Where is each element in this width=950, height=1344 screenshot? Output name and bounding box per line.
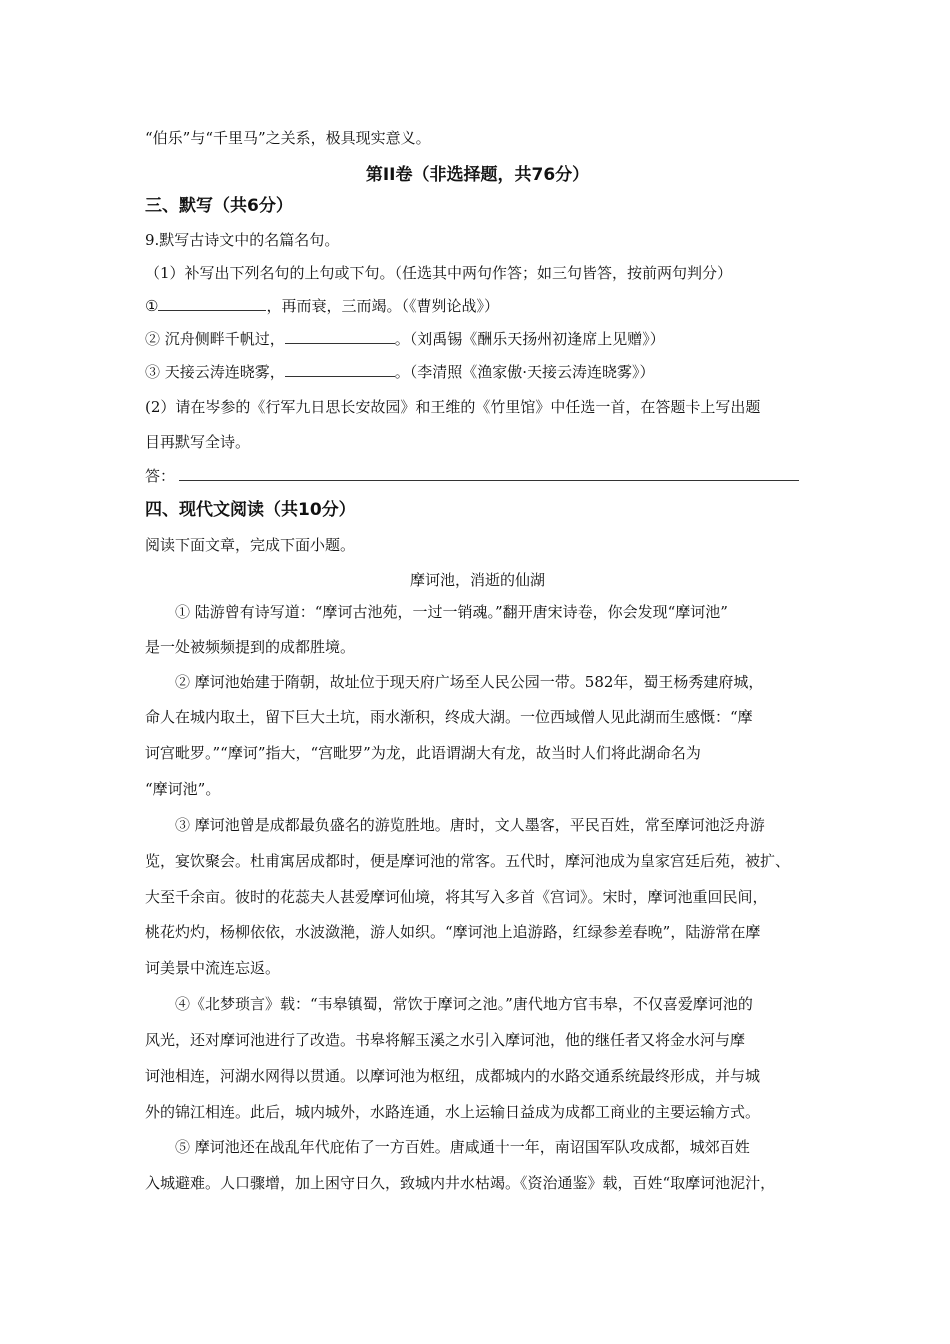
answer-line[interactable]: [179, 466, 799, 481]
fill-blank-1[interactable]: [158, 296, 266, 311]
paragraph-3-line: 大至千余亩。彼时的花蕊夫人甚爱摩诃仙境，将其写入多首《宫词》。宋时，摩诃池重回民间，: [145, 888, 768, 906]
fill-item-1: [145, 296, 499, 316]
fill-item-3-prefix: ③ 天接云涛连晓雾，: [145, 363, 285, 381]
intro-line: “伯乐”与“千里马”之关系，极具现实意义。: [145, 129, 431, 147]
fill-blank-2[interactable]: [285, 329, 395, 344]
sub-question-2-line-1: (2）请在岑参的《行军九日思长安故园》和王维的《竹里馆》中任选一首，在答题卡上写出题: [145, 398, 761, 416]
paragraph-3-line: 诃美景中流连忘返。: [145, 959, 281, 977]
paragraph-2-line: 命人在城内取土，留下巨大土坑，雨水渐积，终成大湖。一位西域僧人见此湖而生感慨：“摩: [145, 708, 753, 726]
article-title: 摩诃池，消逝的仙湖: [409, 571, 545, 589]
sub-question-1: （1）补写出下列名句的上句或下句。（任选其中两句作答；如三句皆答，按前两句判分）: [145, 264, 733, 282]
paragraph-2-line: “摩诃池”。: [145, 780, 221, 798]
paragraph-3-line: 览，宴饮聚会。杜甫寓居成都时，便是摩诃池的常客。五代时，摩河池成为皇家宫廷后苑，被扩、: [145, 852, 791, 870]
paragraph-4-line: 风光，还对摩诃池进行了改造。书皋将解玉溪之水引入摩诃池，他的继任者又将金水河与摩: [145, 1031, 746, 1049]
fill-item-3: [145, 362, 655, 382]
fill-item-2-prefix: ② 沉舟侧畔千帆过，: [145, 330, 285, 348]
fill-blank-3[interactable]: [285, 362, 395, 377]
paragraph-2-line: 诃宫毗罗。”“摩诃”指大，“宫毗罗”为龙，此语谓湖大有龙，故当时人们将此湖命名为: [145, 744, 701, 762]
section-3-title: 三、默写（共6分）: [145, 196, 293, 216]
paragraph-1-line: ① 陆游曾有诗写道：“摩诃古池苑，一过一销魂。”翻开唐宋诗卷，你会发现“摩诃池”: [175, 603, 728, 621]
fill-item-1-suffix: ，再而衰，三而竭。（《曹刿论战》）: [266, 297, 499, 315]
sub-question-2-line-2: 目再默写全诗。: [145, 433, 251, 451]
answer-label: 答：: [145, 467, 176, 485]
paragraph-3-line: 桃花灼灼，杨柳依依，水波潋滟，游人如织。“摩诃池上追游路，红绿参差春晚”，陆游常在摩: [145, 923, 761, 941]
answer-row: [145, 466, 799, 486]
paragraph-4-line: ④《北梦琐言》载：“韦皋镇蜀，常饮于摩诃之池。”唐代地方官韦皋，不仅喜爱摩诃池的: [175, 995, 753, 1013]
paragraph-5-line: 入城避难。人口骤增，加上困守日久，致城内井水枯竭。《资治通鉴》载，百姓“取摩诃池泥汁，: [145, 1174, 776, 1192]
reading-instruction: 阅读下面文章，完成下面小题。: [145, 536, 356, 554]
paragraph-4-line: 诃池相连，河湖水网得以贯通。以摩诃池为枢纽，成都城内的水路交通系统最终形成，并与城: [145, 1067, 761, 1085]
question-9: 9.默写古诗文中的名篇名句。: [145, 231, 340, 249]
paragraph-3-line: ③ 摩诃池曾是成都最负盛名的游览胜地。唐时，文人墨客，平民百姓，常至摩诃池泛舟游: [175, 816, 765, 834]
fill-item-3-suffix: 。（李清照《渔家傲·天接云涛连晓雾》）: [394, 363, 655, 381]
paragraph-5-line: ⑤ 摩诃池还在战乱年代庇佑了一方百姓。唐咸通十一年，南诏国军队攻成都，城郊百姓: [175, 1138, 750, 1156]
fill-item-2-suffix: 。（刘禹锡《酬乐天扬州初逢席上见赠》）: [394, 330, 665, 348]
paragraph-1-line: 是一处被频频提到的成都胜境。: [145, 638, 356, 656]
paragraph-2-line: ② 摩诃池始建于隋朝，故址位于现天府广场至人民公园一带。582年，蜀王杨秀建府城，: [175, 673, 764, 691]
fill-item-2: [145, 329, 665, 349]
section-4-title: 四、现代文阅读（共10分）: [145, 500, 356, 520]
volume-title: 第II卷（非选择题，共76分）: [365, 165, 590, 185]
fill-item-1-prefix: ①: [145, 297, 159, 315]
paragraph-4-line: 外的锦江相连。此后，城内城外，水路连通，水上运输日益成为成都工商业的主要运输方式。: [145, 1103, 761, 1121]
